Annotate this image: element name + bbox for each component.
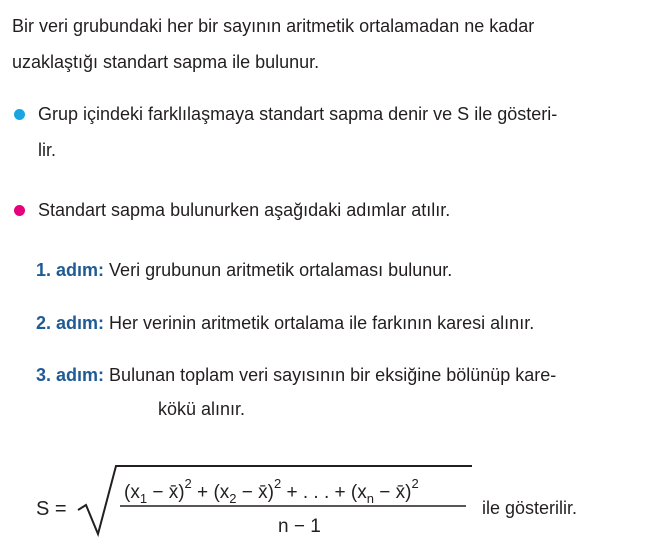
step-2-label: 2. adım: [36, 313, 105, 333]
step-3-text: Bulunan toplam veri sayısının bir eksiğine bölünüp kare- [109, 365, 557, 385]
term-1-sub: 1 [139, 491, 148, 506]
term-3-mid: − x̄) [373, 482, 412, 503]
formula-denominator: n − 1 [278, 516, 321, 537]
step-3-label: 3. adım: [36, 365, 105, 385]
formula-lhs: S = [36, 498, 67, 520]
bullet-1-line-2: lir. [38, 140, 56, 160]
bullet-2-line-1: Standart sapma bulunurken aşağıdaki adımlar atılır. [38, 200, 451, 220]
plus-1: + [191, 482, 214, 503]
term-2-open: (x [213, 482, 230, 503]
bullet-dot-icon [14, 205, 25, 216]
plus-2: + . . . + [281, 482, 351, 503]
step-2-text: Her verinin aritmetik ortalama ile farkının karesi alınır. [109, 313, 535, 333]
intro-line-1: Bir veri grubundaki her bir sayının aritmetik ortalamadan ne kadar [12, 16, 535, 36]
term-2-sub: 2 [229, 491, 237, 506]
term-1-mid: − x̄) [147, 482, 185, 503]
formula-numerator [124, 476, 419, 506]
step-3 [36, 358, 636, 428]
term-3-sup: 2 [411, 476, 419, 491]
term-1-open: (x [124, 482, 140, 503]
standard-deviation-formula [36, 462, 636, 542]
step-3-continuation: kökü alınır. [158, 399, 246, 419]
step-2 [36, 306, 636, 340]
step-1 [36, 253, 636, 287]
bullet-1-line-1: Grup içindeki farklılaşmaya standart sapma denir ve S ile gösteri- [38, 104, 558, 124]
bullet-dot-icon [14, 109, 25, 120]
intro-paragraph [12, 8, 642, 80]
term-1-sup: 2 [184, 476, 192, 491]
formula-trailing-text: ile gösterilir. [482, 498, 578, 518]
bullet-text-1 [38, 96, 638, 168]
term-2-mid: − x̄) [236, 482, 274, 503]
step-1-text: Veri grubunun aritmetik ortalaması bulunur. [109, 260, 453, 280]
step-1-label: 1. adım: [36, 260, 105, 280]
formula-radical [76, 462, 476, 542]
intro-line-2: uzaklaştığı standart sapma ile bulunur. [12, 52, 320, 72]
term-3-open: (x [350, 482, 367, 503]
term-2-sup: 2 [273, 476, 282, 491]
term-3-sub: n [366, 491, 374, 506]
bullet-text-2 [38, 192, 638, 228]
